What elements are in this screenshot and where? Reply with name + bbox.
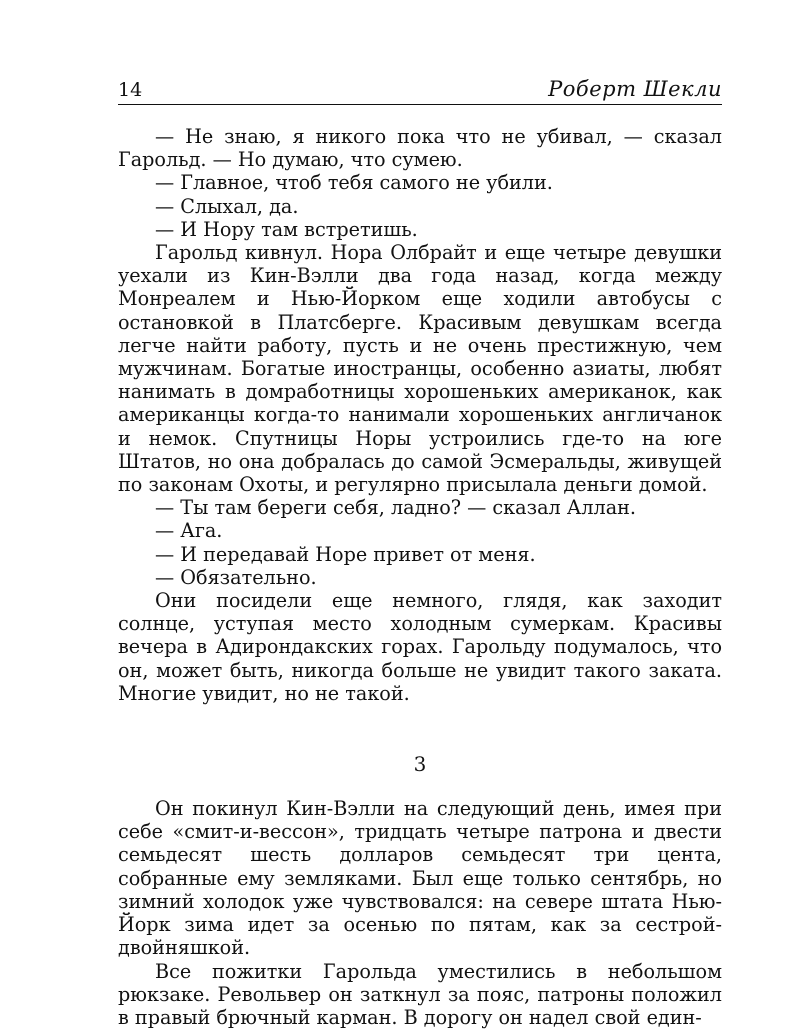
paragraph: — Ага. <box>118 519 722 542</box>
chapter-number: 3 <box>118 752 722 776</box>
paragraph: — Главное, чтоб тебя самого не убили. <box>118 171 722 194</box>
page-body <box>118 125 722 1029</box>
book-page <box>118 70 722 1029</box>
section-spacer <box>118 776 722 797</box>
paragraph: — Слыхал, да. <box>118 195 722 218</box>
paragraph: — И Нору там встретишь. <box>118 218 722 241</box>
page-header <box>118 70 722 105</box>
paragraph: — И передавай Норе привет от меня. <box>118 543 722 566</box>
paragraph: Он покинул Кин-Вэлли на следующий день, имея при себе «смит-и-вессон», тридцать четыре патрона и двести семьдесят шесть долларов семьдесят три цента, собранные ему земляками. Был еще только сентябрь, но зимний холодок уже чувствовался: на севере штата Нью-Йорк зима идет за осенью по пятам, как за сестрой-двойняшкой. <box>118 797 722 959</box>
paragraph: — Обязательно. <box>118 566 722 589</box>
paragraph: Гарольд кивнул. Нора Олбрайт и еще четыре девушки уехали из Кин-Вэлли два года назад, когда между Монреалем и Нью-Йорком еще ходили автобусы с остановкой в Платсберге. Красивым девушкам всегда легче найти работу, пусть и не очень престижную, чем мужчинам. Богатые иностранцы, особенно азиаты, любят нанимать в домработницы хорошеньких американок, как американцы когда-то нанимали хорошеньких англичанок и немок. Спутницы Норы устроились где-то на юге Штатов, но она добралась до самой Эсмеральды, живущей по законам Охоты, и регулярно присылала деньги домой. <box>118 241 722 496</box>
paragraph: Они посидели еще немного, глядя, как заходит солнце, уступая место холодным сумеркам. Красивы вечера в Адирондакских горах. Гарольду подумалось, что он, может быть, никогда больше не увидит такого заката. Многие увидит, но не такой. <box>118 589 722 705</box>
page-number: 14 <box>118 79 142 101</box>
paragraph: — Не знаю, я никого пока что не убивал, — сказал Гарольд. — Но думаю, что сумею. <box>118 125 722 171</box>
section-spacer <box>118 705 722 752</box>
paragraph: — Ты там береги себя, ладно? — сказал Аллан. <box>118 496 722 519</box>
paragraph: Все пожитки Гарольда уместились в небольшом рюкзаке. Револьвер он заткнул за пояс, патроны положил в правый брючный карман. В дорогу он надел свой един- <box>118 960 722 1029</box>
running-title: Роберт Шекли <box>548 77 722 101</box>
